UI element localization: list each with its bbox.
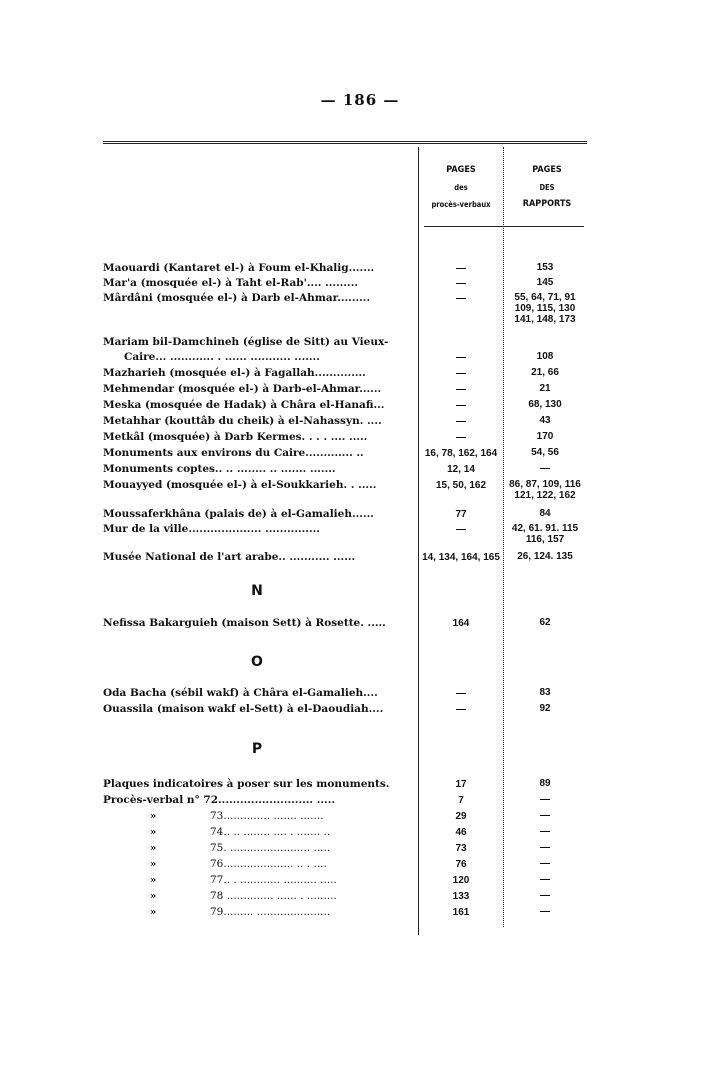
entry-pages-rapports: 21	[539, 383, 551, 394]
entry-pages-rapports: 86, 87, 109, 116 121, 122, 162	[509, 479, 581, 501]
entry-name: Mârdâni (mosquée el-) à Darb el-Ahmar.........	[103, 292, 371, 304]
entry-pages-proces-verbaux: 12, 14	[447, 464, 475, 475]
entry-pages-rapports: —	[540, 906, 550, 917]
proces-verbal-number: 73.............. ....... .......	[210, 810, 324, 822]
entry-pages-proces-verbaux: 16, 78, 162, 164	[424, 448, 498, 459]
ditto-mark: »	[150, 907, 157, 918]
entry-pages-rapports: —	[540, 826, 550, 837]
entry-pages-rapports: 145	[536, 277, 554, 288]
entry-pages-rapports: 68, 130	[528, 399, 562, 410]
entry-name: Procès-verbal n° 72.......................... .....	[103, 794, 336, 806]
header-rp-line1: PAGES	[532, 165, 562, 175]
entry-pages-rapports: —	[540, 858, 550, 869]
entry-pages-rapports: 83	[539, 687, 551, 698]
ditto-mark: »	[150, 875, 157, 886]
entry-name: Maouardi (Kantaret el-) à Foum el-Khalig.......	[103, 262, 375, 274]
entry-pages-rapports: —	[540, 810, 550, 821]
entry-pages-proces-verbaux: 7	[458, 795, 464, 806]
ditto-mark: »	[150, 891, 157, 902]
ditto-mark: »	[150, 811, 157, 822]
header-rapports	[505, 162, 589, 213]
entry-pages-proces-verbaux: 46	[455, 827, 467, 838]
entry-pages-proces-verbaux: —	[456, 400, 466, 411]
entry-name: Mouayyed (mosquée el-) à el-Soukkarieh. . .....	[103, 479, 377, 491]
entry-name: Mar'a (mosquée el-) à Taht el-Rab'.... .........	[103, 277, 359, 289]
entry-pages-proces-verbaux: —	[456, 688, 466, 699]
entry-name: Moussaferkhâna (palais de) à el-Gamalieh......	[103, 508, 374, 520]
ditto-mark: »	[150, 859, 157, 870]
entry-pages-proces-verbaux: 29	[455, 811, 467, 822]
entry-pages-rapports: 54, 56	[531, 447, 559, 458]
entry-name: Metahhar (kouttâb du cheik) à el-Nahassyn. ....	[103, 415, 382, 427]
entry-pages-proces-verbaux: —	[456, 352, 466, 363]
ditto-mark: »	[150, 827, 157, 838]
entry-pages-rapports: 21, 66	[531, 367, 559, 378]
entry-name: Plaques indicatoires à poser sur les monuments.	[103, 778, 390, 790]
entry-name: Mur de la ville.................... ...............	[103, 523, 320, 535]
header-underline	[424, 226, 584, 227]
entry-pages-rapports: 153	[536, 262, 554, 273]
entry-name: Ouassila (maison wakf el-Sett) à el-Daoudiah....	[103, 703, 384, 715]
entry-name: Metkâl (mosquée) à Darb Kermes. . . . .... .....	[103, 431, 368, 443]
proces-verbal-number: 74.. .. ........ .... . ....... ..	[210, 826, 331, 838]
section-letter-p: P	[251, 741, 263, 757]
entry-pages-proces-verbaux: —	[456, 278, 466, 289]
entry-name: Nefissa Bakarguieh (maison Sett) à Rosette. .....	[103, 617, 386, 629]
entry-name: Meska (mosquée de Hadak) à Châra el-Hanafi...	[103, 399, 385, 411]
entry-pages-proces-verbaux: —	[456, 432, 466, 443]
entry-pages-proces-verbaux: 161	[452, 907, 470, 918]
entry-pages-proces-verbaux: —	[456, 263, 466, 274]
section-letter-n: N	[251, 583, 263, 599]
entry-pages-proces-verbaux: 120	[452, 875, 470, 886]
entry-name: Mariam bil-Damchineh (église de Sitt) au Vieux-	[103, 336, 389, 348]
entry-pages-rapports: 42, 61. 91. 115 116, 157	[511, 523, 579, 545]
header-rp-line3: RAPPORTS	[522, 199, 572, 209]
entry-pages-rapports: 62	[539, 617, 551, 628]
entry-pages-proces-verbaux: 15, 50, 162	[435, 480, 487, 491]
entry-pages-proces-verbaux: —	[456, 384, 466, 395]
entry-pages-proces-verbaux: 17	[455, 779, 467, 790]
entry-pages-proces-verbaux: 164	[452, 618, 470, 629]
entry-pages-rapports: 26, 124. 135	[517, 551, 573, 562]
section-letter-o: O	[251, 654, 263, 670]
page-number: — 186 —	[320, 91, 400, 109]
entry-pages-proces-verbaux: 77	[455, 509, 467, 520]
entry-pages-proces-verbaux: —	[456, 368, 466, 379]
entry-pages-proces-verbaux: 73	[455, 843, 467, 854]
header-pv-line3: procès-verbaux	[431, 200, 491, 209]
entry-pages-rapports: —	[540, 463, 550, 474]
entry-pages-rapports: 84	[539, 508, 551, 519]
entry-pages-rapports: —	[540, 890, 550, 901]
proces-verbal-number: 76..................... .. . ....	[210, 858, 327, 870]
ditto-mark: »	[150, 843, 157, 854]
entry-pages-rapports: 170	[536, 431, 554, 442]
proces-verbal-number: 78 .............. ...... . .........	[210, 890, 337, 902]
entry-pages-rapports: 43	[539, 415, 551, 426]
header-pv-line1: PAGES	[446, 165, 476, 175]
entry-name: Caire... ............ . ...... ........... .......	[124, 351, 320, 363]
header-pv-line2: des	[454, 183, 468, 192]
header-rp-line2: DES	[539, 183, 555, 192]
entry-pages-rapports: —	[540, 874, 550, 885]
entry-name: Mehmendar (mosquée el-) à Darb-el-Ahmar......	[103, 383, 382, 395]
entry-name: Monuments aux environs du Caire............. ..	[103, 447, 364, 459]
entry-name: Musée National de l'art arabe.. ........... ......	[103, 551, 356, 563]
entry-name: Mazharieh (mosquée el-) à Fagallah..............	[103, 367, 366, 379]
entry-pages-rapports: —	[540, 842, 550, 853]
entry-pages-rapports: 108	[536, 351, 554, 362]
entry-pages-proces-verbaux: —	[456, 704, 466, 715]
proces-verbal-number: 79......... ......................	[210, 906, 331, 918]
entry-pages-rapports: 92	[539, 703, 551, 714]
entry-pages-proces-verbaux: —	[456, 293, 466, 304]
entry-pages-proces-verbaux: 76	[455, 859, 467, 870]
entry-pages-proces-verbaux: —	[456, 524, 466, 535]
proces-verbal-number: 75. ........................ .....	[210, 842, 331, 854]
top-rule	[103, 141, 587, 144]
entry-name: Oda Bacha (sébil wakf) à Châra el-Gamalieh....	[103, 687, 378, 699]
entry-pages-proces-verbaux: 14, 134, 164, 165	[422, 552, 500, 563]
entry-pages-rapports: 89	[539, 778, 551, 789]
entry-pages-proces-verbaux: —	[456, 416, 466, 427]
entry-pages-rapports: —	[540, 794, 550, 805]
entry-name: Monuments coptes.. .. ........ .. ....... .......	[103, 463, 336, 475]
entry-pages-proces-verbaux: 133	[452, 891, 470, 902]
proces-verbal-number: 77.. . ............ .......... .....	[210, 874, 337, 886]
entry-pages-rapports: 55, 64, 71, 91 109, 115, 130 141, 148, 173	[514, 292, 576, 325]
header-proces-verbaux	[420, 162, 502, 213]
